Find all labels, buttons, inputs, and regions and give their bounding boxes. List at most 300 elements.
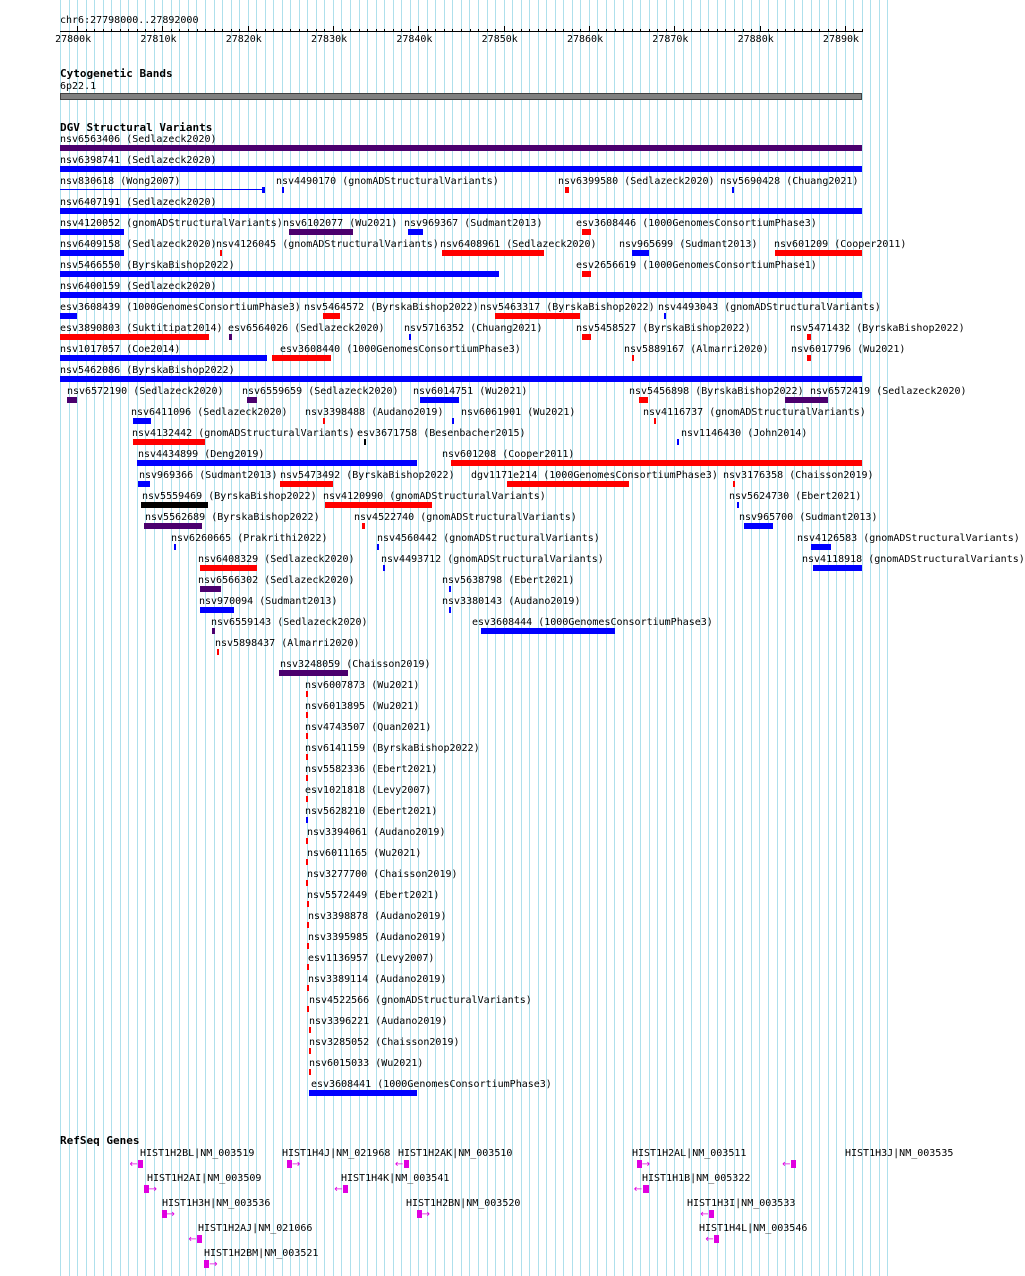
ruler-minor-tick [145,29,146,32]
sv-label[interactable]: nsv4126583 (gnomADStructuralVariants) [797,533,1020,544]
sv-label[interactable]: nsv6400159 (Sedlazeck2020) [60,281,217,292]
sv-label[interactable]: nsv3398488 (Audano2019) [305,407,444,418]
sv-bar[interactable] [60,376,862,382]
sv-label[interactable]: nsv4493043 (gnomADStructuralVariants) [658,302,881,313]
gene-exon[interactable] [791,1160,796,1168]
sv-label[interactable]: nsv4120990 (gnomADStructuralVariants) [323,491,546,502]
sv-bar[interactable] [565,187,569,193]
grid-line [862,0,863,1276]
grid-line [94,0,95,1276]
sv-bar[interactable] [377,544,379,550]
sv-label[interactable]: esv6564026 (Sedlazeck2020) [228,323,385,334]
sv-label[interactable]: nsv965699 (Sudmant2013) [619,239,758,250]
sv-label[interactable]: nsv6572190 (Sedlazeck2020) [67,386,224,397]
grid-line [828,0,829,1276]
sv-label[interactable]: nsv4522566 (gnomADStructuralVariants) [309,995,532,1006]
gene-label[interactable]: HIST1H3J|NM_003535 [845,1148,954,1159]
sv-label[interactable]: nsv5471432 (ByrskaBishop2022) [790,323,965,334]
sv-bar[interactable] [60,334,209,340]
sv-bar[interactable] [306,754,308,760]
sv-label[interactable]: nsv4126045 (gnomADStructuralVariants) [216,239,439,250]
grid-line [836,0,837,1276]
ruler-tick-label: 27830k [311,34,348,45]
sv-bar[interactable] [289,229,353,235]
sv-bar[interactable] [272,355,332,361]
ruler-minor-tick [111,29,112,32]
ruler-tick-label: 27860k [566,34,604,45]
sv-bar[interactable] [306,796,308,802]
sv-bar[interactable] [785,397,828,403]
sv-label[interactable]: nsv5638798 (Ebert2021) [442,575,575,586]
sv-label[interactable]: nsv4116737 (gnomADStructuralVariants) [643,407,866,418]
sv-bar[interactable] [144,523,202,529]
sv-bar[interactable] [409,334,411,340]
gene-exon[interactable] [404,1160,409,1168]
sv-bar[interactable] [451,460,862,466]
sv-bar[interactable] [582,229,591,235]
sv-bar[interactable] [309,1027,311,1033]
sv-label[interactable]: nsv5562689 (ByrskaBishop2022) [145,512,320,523]
sv-bar[interactable] [507,481,629,487]
ruler-minor-tick [435,29,436,32]
grid-line [683,0,684,1276]
sv-label[interactable]: nsv6007873 (Wu2021) [305,680,420,691]
cytoband-bar[interactable] [60,93,862,100]
sv-bar[interactable] [325,502,432,508]
sv-bar[interactable] [60,208,862,214]
grid-line [674,0,675,1276]
ruler-minor-tick [743,29,744,32]
grid-line [555,0,556,1276]
sv-label[interactable]: esv3890803 (Suktitipat2014) [60,323,223,334]
sv-label[interactable]: nsv3248059 (Chaisson2019) [280,659,431,670]
sv-bar[interactable] [449,607,451,613]
sv-bar[interactable] [307,964,309,970]
ruler-tick-label: 27850k [481,34,518,45]
ruler-minor-tick [572,29,573,32]
sv-label[interactable]: nsv6566302 (Sedlazeck2020) [198,575,355,586]
ruler-minor-tick [819,29,820,32]
gene-label[interactable]: HIST1H4J|NM_021968 [282,1148,391,1159]
sv-bar[interactable] [420,397,459,403]
ruler-minor-tick [802,29,803,32]
gene-label[interactable]: HIST1H4K|NM_003541 [341,1173,450,1184]
sv-bar[interactable] [60,166,862,172]
sv-label[interactable]: esv1136957 (Levy2007) [308,953,435,964]
sv-label[interactable]: nsv5464572 (ByrskaBishop2022) [304,302,479,313]
grid-line [111,0,112,1276]
sv-label[interactable]: nsv830618 (Wong2007) [60,176,181,187]
sv-label[interactable]: nsv5559469 (ByrskaBishop2022) [142,491,317,502]
ruler-minor-tick [103,29,104,32]
position-label: chr6:27798000..27892000 [60,15,199,26]
ruler-minor-tick [214,29,215,32]
ruler-major-tick [77,26,78,32]
sv-label[interactable]: nsv4522740 (gnomADStructuralVariants) [354,512,577,523]
sv-bar[interactable] [449,586,451,592]
sv-bar[interactable] [323,418,325,424]
sv-bar[interactable] [737,502,739,508]
sv-label[interactable]: nsv4560442 (gnomADStructuralVariants) [377,533,600,544]
sv-label[interactable]: nsv5582336 (Ebert2021) [305,764,438,775]
sv-bar[interactable] [442,250,544,256]
sv-label[interactable]: nsv5889167 (Almarri2020) [624,344,769,355]
sv-label[interactable]: nsv4120052 (gnomADStructuralVariants) [60,218,283,229]
sv-label[interactable]: nsv5462086 (ByrskaBishop2022) [60,365,235,376]
sv-label[interactable]: nsv6399580 (Sedlazeck2020) [558,176,715,187]
sv-label[interactable]: nsv6013895 (Wu2021) [305,701,420,712]
sv-label[interactable]: nsv6411096 (Sedlazeck2020) [131,407,288,418]
sv-bar[interactable] [307,1006,309,1012]
sv-label[interactable]: nsv6559659 (Sedlazeck2020) [242,386,399,397]
ruler-minor-tick [487,29,488,32]
sv-bar[interactable] [813,565,862,571]
sv-bar[interactable] [775,250,862,256]
sv-bar[interactable] [362,523,365,529]
sv-bar[interactable] [133,418,152,424]
grid-line [86,0,87,1276]
sv-bar[interactable] [744,523,773,529]
ruler-minor-tick [700,29,701,32]
gene-label[interactable]: HIST1H3H|NM_003536 [162,1198,271,1209]
sv-label[interactable]: esv2656619 (1000GenomesConsortiumPhase1) [576,260,817,271]
sv-bar[interactable] [307,901,309,907]
grid-line [606,0,607,1276]
sv-bar[interactable] [306,712,308,718]
ruler-tick-label: 27870k [652,34,689,45]
sv-bar[interactable] [200,586,221,592]
ruler-minor-tick [427,29,428,32]
sv-label[interactable]: nsv6408961 (Sedlazeck2020) [440,239,597,250]
sv-bar[interactable] [811,544,831,550]
ruler-minor-tick [461,29,462,32]
ruler-minor-tick [316,29,317,32]
sv-bar[interactable] [383,565,385,571]
sv-label[interactable]: nsv5473492 (ByrskaBishop2022) [280,470,455,481]
grid-line [666,0,667,1276]
ruler-minor-tick [393,29,394,32]
ruler-minor-tick [828,29,829,32]
sv-label[interactable]: nsv5572449 (Ebert2021) [307,890,440,901]
sv-label[interactable]: nsv3277700 (Chaisson2019) [307,869,458,880]
ruler-minor-tick [444,29,445,32]
sv-label[interactable]: nsv1146430 (John2014) [681,428,808,439]
sv-label[interactable]: nsv5463317 (ByrskaBishop2022) [480,302,655,313]
ruler-minor-tick [384,29,385,32]
sv-bar[interactable] [60,271,499,277]
sv-bar[interactable] [452,418,454,424]
sv-bar[interactable] [306,733,308,739]
sv-bar[interactable] [282,187,285,193]
sv-bar[interactable] [323,313,340,319]
ruler-minor-tick [367,29,368,32]
sv-bar[interactable] [141,502,208,508]
sv-label[interactable]: nsv969366 (Sudmant2013) [139,470,278,481]
sv-label[interactable]: nsv3176358 (Chaisson2019) [723,470,874,481]
sv-label[interactable]: nsv601208 (Cooper2011) [442,449,575,460]
sv-bar[interactable] [582,334,591,340]
grid-line [649,0,650,1276]
sv-bar[interactable] [137,460,418,466]
sv-bar[interactable] [174,544,176,550]
sv-bar[interactable] [408,229,423,235]
sv-bar[interactable] [60,355,267,361]
ruler-minor-tick [836,29,837,32]
sv-label[interactable]: esv3608439 (1000GenomesConsortiumPhase3) [60,302,301,313]
sv-bar[interactable] [262,187,265,193]
sv-bar[interactable] [306,817,308,823]
ruler-minor-tick [410,29,411,32]
grid-line [768,0,769,1276]
ruler-minor-tick [239,29,240,32]
sv-label[interactable]: nsv6015033 (Wu2021) [309,1058,424,1069]
sv-label[interactable]: nsv6398741 (Sedlazeck2020) [60,155,217,166]
sv-bar[interactable] [307,922,309,928]
sv-bar[interactable] [306,880,308,886]
grid-line [708,0,709,1276]
sv-bar[interactable] [733,481,735,487]
sv-label[interactable]: nsv965700 (Sudmant2013) [739,512,878,523]
sv-label[interactable]: nsv970094 (Sudmant2013) [199,596,338,607]
grid-line [589,0,590,1276]
sv-bar[interactable] [807,355,811,361]
sv-label[interactable]: nsv6260665 (Prakrithi2022) [171,533,328,544]
sv-bar[interactable] [309,1090,417,1096]
sv-bar[interactable] [306,691,308,697]
sv-label[interactable]: esv3608441 (1000GenomesConsortiumPhase3) [311,1079,552,1090]
gene-label[interactable]: HIST1H2AJ|NM_021066 [198,1223,313,1234]
sv-label[interactable]: nsv5628210 (Ebert2021) [305,806,438,817]
ruler-minor-tick [265,29,266,32]
sv-label[interactable]: nsv6014751 (Wu2021) [413,386,528,397]
ruler-minor-tick [282,29,283,32]
sv-bar[interactable] [306,838,308,844]
grid-line [623,0,624,1276]
sv-label[interactable]: esv3608440 (1000GenomesConsortiumPhase3) [280,344,521,355]
ruler-tick-label: 27810k [140,34,177,45]
sv-bar[interactable] [677,439,679,445]
sv-label[interactable]: nsv5690428 (Chuang2021) [720,176,859,187]
grid-line [725,0,726,1276]
gene-exon[interactable] [714,1235,719,1243]
strand-right-arrow-icon: → [291,1159,301,1170]
sv-label[interactable]: nsv6559143 (Sedlazeck2020) [211,617,368,628]
sv-bar[interactable] [306,859,308,865]
sv-label[interactable]: nsv6102077 (Wu2021) [283,218,398,229]
sv-label[interactable]: dgv1171e214 (1000GenomesConsortiumPhase3) [471,470,718,481]
ruler-minor-tick [521,29,522,32]
sv-bar[interactable] [200,607,234,613]
sv-label[interactable]: nsv4132442 (gnomADStructuralVariants) [132,428,355,439]
sv-bar[interactable] [654,418,656,424]
grid-line [811,0,812,1276]
gene-exon[interactable] [709,1210,714,1218]
sv-bar[interactable] [732,187,734,193]
sv-bar[interactable] [229,334,232,340]
sv-bar[interactable] [481,628,616,634]
ruler-minor-tick [538,29,539,32]
sv-label[interactable]: nsv4434899 (Deng2019) [138,449,265,460]
sv-label[interactable]: nsv4493712 (gnomADStructuralVariants) [381,554,604,565]
sv-label[interactable]: nsv3285052 (Chaisson2019) [309,1037,460,1048]
grid-line [580,0,581,1276]
gene-exon[interactable] [138,1160,143,1168]
sv-bar[interactable] [220,250,223,256]
grid-line [785,0,786,1276]
gene-label[interactable]: HIST1H2AK|NM_003510 [398,1148,513,1159]
gene-exon[interactable] [643,1185,649,1193]
ruler-minor-tick [768,29,769,32]
sv-label[interactable]: esv1021818 (Levy2007) [305,785,432,796]
sv-label[interactable]: esv3671758 (Besenbacher2015) [357,428,526,439]
sv-label[interactable]: nsv6572419 (Sedlazeck2020) [810,386,967,397]
strand-left-arrow-icon: ← [188,1234,197,1245]
sv-bar[interactable] [309,1048,311,1054]
ruler-minor-tick [632,29,633,32]
sv-bar[interactable] [212,628,215,634]
ruler-minor-tick [598,29,599,32]
ruler-minor-tick [623,29,624,32]
grid-line [171,0,172,1276]
ruler-minor-tick [154,29,155,32]
sv-label[interactable]: nsv4118918 (gnomADStructuralVariants) [802,554,1025,565]
sv-bar[interactable] [582,271,591,277]
sv-label[interactable]: nsv969367 (Sudmant2013) [404,218,543,229]
sv-label[interactable]: nsv6409158 (Sedlazeck2020) [60,239,217,250]
sv-label[interactable]: nsv5466550 (ByrskaBishop2022) [60,260,235,271]
sv-label[interactable]: nsv5716352 (Chuang2021) [404,323,543,334]
sv-label[interactable]: nsv6141159 (ByrskaBishop2022) [305,743,480,754]
sv-label[interactable]: nsv6407191 (Sedlazeck2020) [60,197,217,208]
sv-label[interactable]: nsv6061901 (Wu2021) [461,407,576,418]
sv-label[interactable]: nsv6563406 (Sedlazeck2020) [60,134,217,145]
sv-bar[interactable] [632,250,649,256]
sv-bar[interactable] [309,1069,311,1075]
sv-bar[interactable] [639,397,648,403]
sv-bar[interactable] [807,334,811,340]
ruler-minor-tick [649,29,650,32]
grid-line [845,0,846,1276]
grid-line [777,0,778,1276]
sv-label[interactable]: nsv3380143 (Audano2019) [442,596,581,607]
ruler-minor-tick [725,29,726,32]
grid-line [205,0,206,1276]
ruler-minor-tick [495,29,496,32]
gene-label[interactable]: HIST1H2BM|NM_003521 [204,1248,319,1259]
sv-bar[interactable] [60,229,124,235]
ruler-major-tick [418,26,419,32]
ruler-minor-tick [256,29,257,32]
ruler-major-tick [589,26,590,32]
gene-label[interactable]: HIST1H2BL|NM_003519 [140,1148,255,1159]
sv-bar[interactable] [664,313,666,319]
gene-label[interactable]: HIST1H4L|NM_003546 [699,1223,808,1234]
ruler-major-tick [845,26,846,32]
ruler-minor-tick [222,29,223,32]
sv-bar[interactable] [632,355,635,361]
sv-label[interactable]: nsv4743507 (Quan2021) [305,722,432,733]
sv-label[interactable]: nsv601209 (Cooper2011) [774,239,907,250]
sv-label[interactable]: nsv6017796 (Wu2021) [791,344,906,355]
sv-label[interactable]: nsv6408329 (Sedlazeck2020) [198,554,355,565]
gene-label[interactable]: HIST1H3I|NM_003533 [687,1198,796,1209]
sv-bar[interactable] [306,775,308,781]
sv-label[interactable]: esv3608446 (1000GenomesConsortiumPhase3) [576,218,817,229]
grid-line [597,0,598,1276]
sv-bar[interactable] [364,439,366,445]
gene-exon[interactable] [343,1185,348,1193]
sv-bar[interactable] [133,439,206,445]
grid-line [154,0,155,1276]
sv-label[interactable]: nsv3394061 (Audano2019) [307,827,446,838]
gene-exon[interactable] [197,1235,202,1243]
grid-line [853,0,854,1276]
gene-label[interactable]: HIST1H2AL|NM_003511 [632,1148,747,1159]
sv-bar[interactable] [67,397,77,403]
grid-line [657,0,658,1276]
sv-label[interactable]: nsv4490170 (gnomADStructuralVariants) [276,176,499,187]
gene-label[interactable]: HIST1H2AI|NM_003509 [147,1173,262,1184]
dgv-track-title: DGV Structural Variants [60,121,213,134]
ruler-minor-tick [86,29,87,32]
sv-bar[interactable] [279,670,348,676]
sv-bar[interactable] [200,565,257,571]
gene-label[interactable]: HIST1H1B|NM_005322 [642,1173,751,1184]
grid-line [717,0,718,1276]
grid-line [145,0,146,1276]
sv-bar[interactable] [217,649,219,655]
sv-bar[interactable] [280,481,333,487]
sv-label[interactable]: nsv5624730 (Ebert2021) [729,491,862,502]
grid-line [870,0,871,1276]
ruler-minor-tick [862,29,863,32]
ruler-minor-tick [717,29,718,32]
ruler-minor-tick [188,29,189,32]
sv-bar[interactable] [60,250,124,256]
sv-bar[interactable] [307,985,309,991]
sv-label[interactable]: nsv6011165 (Wu2021) [307,848,422,859]
gene-label[interactable]: HIST1H2BN|NM_003520 [406,1198,521,1209]
sv-bar[interactable] [495,313,580,319]
ruler-minor-tick [342,29,343,32]
grid-line [614,0,615,1276]
sv-label[interactable]: nsv3389114 (Audano2019) [308,974,447,985]
sv-label[interactable]: esv3608444 (1000GenomesConsortiumPhase3) [472,617,713,628]
grid-line [802,0,803,1276]
sv-bar[interactable] [60,292,862,298]
strand-left-arrow-icon: ← [334,1184,343,1195]
ruler-major-tick [674,26,675,32]
grid-line [120,0,121,1276]
ruler-major-tick [248,26,249,32]
sv-label[interactable]: nsv5456898 (ByrskaBishop2022) [629,386,804,397]
sv-label[interactable]: nsv3396221 (Audano2019) [309,1016,448,1027]
strand-right-arrow-icon: → [209,1259,218,1270]
sv-bar[interactable] [138,481,149,487]
grid-line [759,0,760,1276]
sv-label[interactable]: nsv1017057 (Coe2014) [60,344,181,355]
sv-label[interactable]: nsv5458527 (ByrskaBishop2022) [576,323,751,334]
sv-label[interactable]: nsv3395985 (Audano2019) [308,932,447,943]
sv-bar[interactable] [60,313,77,319]
sv-bar[interactable] [247,397,257,403]
ruler-minor-tick [555,29,556,32]
sv-bar[interactable] [307,943,309,949]
grid-line [572,0,573,1276]
sv-label[interactable]: nsv5898437 (Almarri2020) [215,638,360,649]
sv-bar[interactable] [60,145,862,151]
sv-label[interactable]: nsv3398878 (Audano2019) [308,911,447,922]
